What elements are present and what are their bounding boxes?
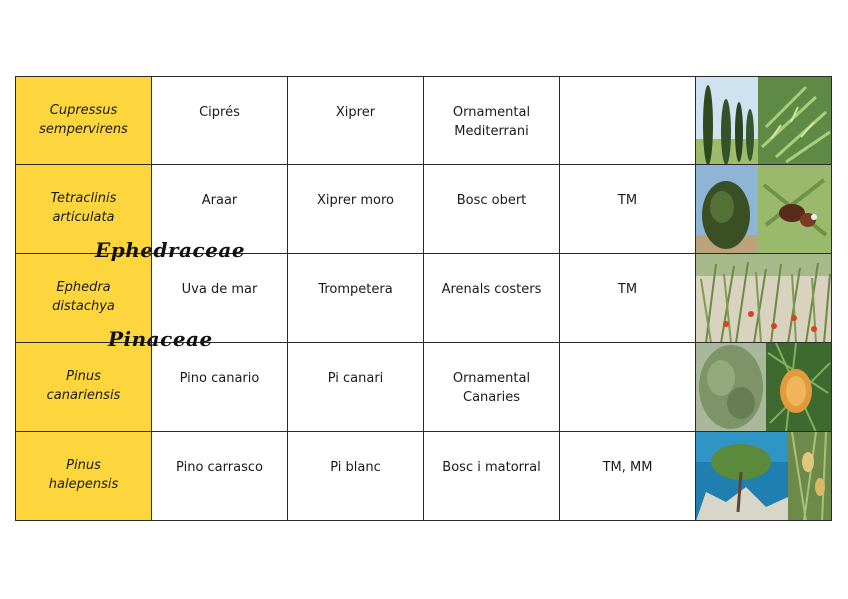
- habitat-text: Bosc i matorral: [442, 460, 541, 475]
- scientific-name: Ephedra distachya: [52, 280, 115, 314]
- tetraclinis-tree-photo: [696, 165, 758, 254]
- habitat-cell: [424, 76, 560, 165]
- spanish-name-cell: [152, 76, 288, 165]
- scientific-name: Pinus halepensis: [48, 458, 119, 492]
- scientific-name: Tetraclinis articulata: [50, 191, 117, 225]
- status-text: TM, MM: [602, 460, 653, 475]
- catalan-name-cell: [288, 343, 424, 432]
- spanish-name: Ciprés: [199, 105, 240, 120]
- status-text: TM: [617, 282, 638, 297]
- species-photo: [696, 343, 832, 432]
- habitat-text: Ornamental Mediterrani: [452, 105, 531, 139]
- aleppo-pine-coast-photo: [696, 432, 788, 521]
- species-photo: [696, 76, 832, 165]
- habitat-cell: [424, 254, 560, 343]
- scientific-name-cell: [15, 432, 152, 521]
- canary-pine-cone-photo: [766, 343, 832, 432]
- spanish-name-cell: [152, 343, 288, 432]
- catalan-name-cell: [288, 165, 424, 254]
- status-cell: [560, 432, 696, 521]
- cypress-trees-photo: [696, 77, 758, 165]
- catalan-name-cell: [288, 254, 424, 343]
- catalan-name-cell: [288, 432, 424, 521]
- status-cell: [560, 165, 696, 254]
- status-cell: [560, 343, 696, 432]
- catalan-name: Pi blanc: [330, 460, 381, 475]
- table-row: [15, 76, 832, 165]
- habitat-text: Ornamental Canaries: [452, 371, 531, 405]
- table-row: [15, 343, 832, 432]
- spanish-name-cell: [152, 432, 288, 521]
- status-text: [560, 77, 695, 103]
- scientific-name-cell: [15, 76, 152, 165]
- cypress-foliage-photo: [758, 77, 832, 165]
- table-row: [15, 432, 832, 521]
- scientific-name: Pinus canariensis: [46, 369, 121, 403]
- scientific-name: Cupressus sempervirens: [39, 103, 128, 137]
- species-table: [15, 76, 832, 523]
- spanish-name: Pino carrasco: [176, 460, 263, 475]
- spanish-name: Pino canario: [179, 371, 260, 386]
- habitat-text: Bosc obert: [456, 193, 527, 208]
- aleppo-pine-catkins-photo: [788, 432, 832, 521]
- tetraclinis-cones-photo: [758, 165, 832, 254]
- ephedra-shrub-photo: [696, 254, 832, 343]
- catalan-name: Xiprer: [335, 105, 376, 120]
- spanish-name: Araar: [201, 193, 238, 208]
- catalan-name: Trompetera: [318, 282, 393, 297]
- habitat-cell: [424, 343, 560, 432]
- species-photo: [696, 432, 832, 521]
- species-photo: [696, 254, 832, 343]
- catalan-name: Pi canari: [327, 371, 384, 386]
- species-photo: [696, 165, 832, 254]
- family-label: Pinaceae: [108, 327, 213, 351]
- status-text: TM: [617, 193, 638, 208]
- habitat-text: Arenals costers: [441, 282, 542, 297]
- habitat-cell: [424, 432, 560, 521]
- catalan-name: Xiprer moro: [317, 193, 394, 208]
- catalan-name-cell: [288, 76, 424, 165]
- spanish-name: Uva de mar: [181, 282, 258, 297]
- status-cell: [560, 76, 696, 165]
- status-cell: [560, 254, 696, 343]
- family-label: Ephedraceae: [95, 238, 246, 262]
- canary-pine-photo: [696, 343, 766, 432]
- status-text: [560, 343, 695, 369]
- scientific-name-cell: [15, 343, 152, 432]
- habitat-cell: [424, 165, 560, 254]
